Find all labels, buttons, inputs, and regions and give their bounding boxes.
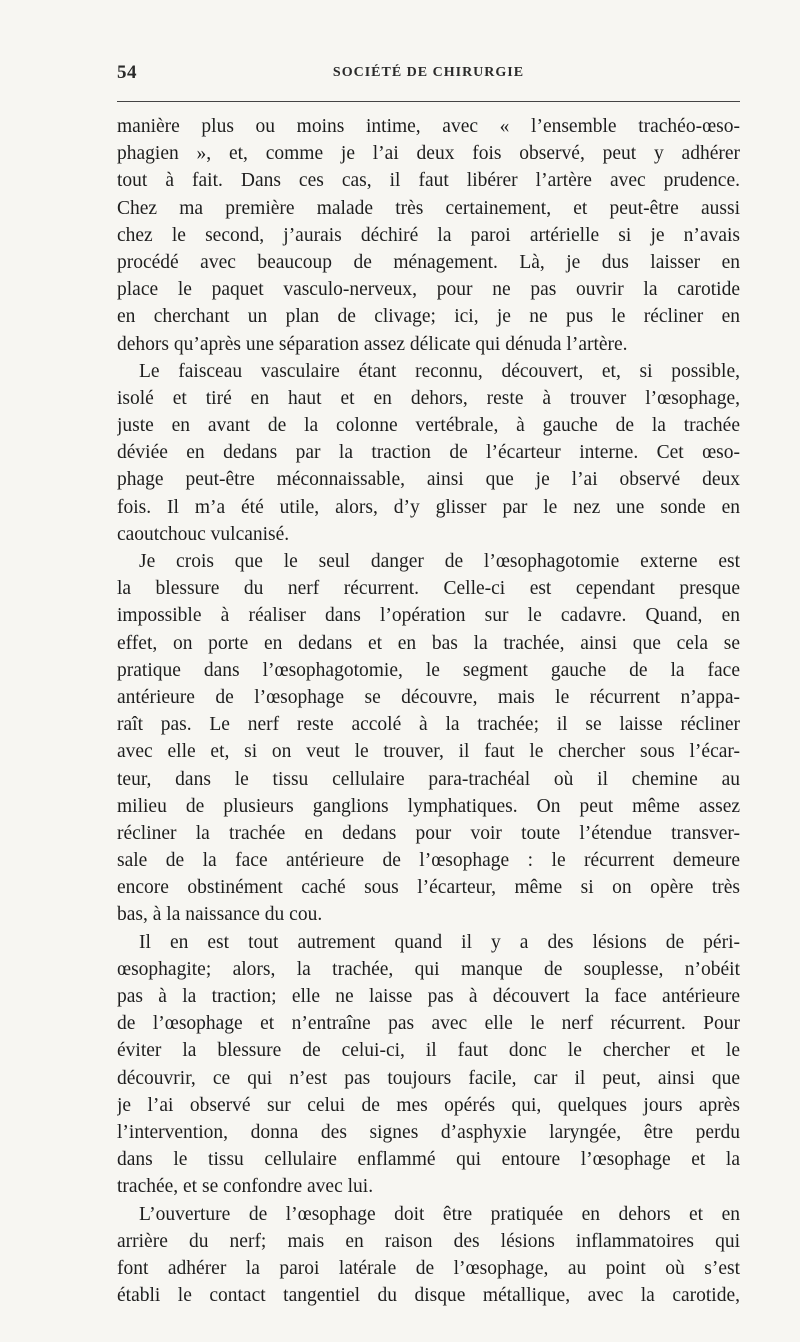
text-line: en cherchant un plan de clivage; ici, je ne pus le récliner en bbox=[117, 306, 740, 328]
text-line: procédé avec beaucoup de ménagement. Là, je dus laisser en bbox=[117, 251, 740, 273]
text-line: éviter la blessure de celui-ci, il faut donc le chercher et le bbox=[117, 1040, 740, 1062]
text-line: effet, on porte en dedans et en bas la trachée, ainsi que cela se bbox=[117, 632, 740, 654]
text-line: fois. Il m’a été utile, alors, d’y glisser par le nez une sonde en bbox=[117, 496, 740, 518]
text-line: font adhérer la paroi latérale de l’œsophage, au point où s’est bbox=[117, 1257, 740, 1279]
text-line: de l’œsophage et n’entraîne pas avec elle le nerf récurrent. Pour bbox=[117, 1013, 740, 1035]
text-line: œsophagite; alors, la trachée, qui manque de souplesse, n’obéit bbox=[117, 958, 740, 980]
header-rule bbox=[117, 101, 740, 102]
text-line: sale de la face antérieure de l’œsophage : le récurrent demeure bbox=[117, 850, 740, 872]
page-number: 54 bbox=[117, 62, 137, 83]
text-line: l’intervention, donna des signes d’asphyxie laryngée, être perdu bbox=[117, 1121, 740, 1143]
journal-title: SOCIÉTÉ DE CHIRURGIE bbox=[332, 65, 525, 80]
text-line: établi le contact tangentiel du disque métallique, avec la carotide, bbox=[117, 1285, 740, 1307]
text-line: tout à fait. Dans ces cas, il faut libérer l’artère avec prudence. bbox=[117, 170, 740, 192]
text-line: trachée, et se confondre avec lui. bbox=[117, 1176, 374, 1198]
text-line: isolé et tiré en haut et en dehors, reste à trouver l’œsophage, bbox=[117, 387, 740, 409]
text-line: je l’ai observé sur celui de mes opérés qui, quelques jours après bbox=[117, 1094, 740, 1116]
text-line: pas à la traction; elle ne laisse pas à découvert la face antérieure bbox=[117, 986, 740, 1007]
text-line: L’ouverture de l’œsophage doit être pratiquée en dehors et en bbox=[139, 1203, 740, 1225]
text-line: pratique dans l’œsophagotomie, le segment gauche de la face bbox=[117, 659, 740, 681]
text-line: Chez ma première malade très certainement, et peut-être aussi bbox=[117, 197, 740, 219]
text-line: raît pas. Le nerf reste accolé à la trachée; il se laisse récliner bbox=[117, 714, 740, 736]
text-line: bas, à la naissance du cou. bbox=[117, 904, 323, 926]
text-line: dehors qu’après une séparation assez délicate qui dénuda l’artère. bbox=[117, 333, 628, 355]
text-line: récliner la trachée en dedans pour voir toute l’étendue transver- bbox=[117, 822, 740, 844]
text-line: encore obstinément caché sous l’écarteur, même si on opère très bbox=[117, 877, 740, 899]
text-line: juste en avant de la colonne vertébrale, à gauche de la trachée bbox=[117, 415, 740, 437]
text-line: avec elle et, si on veut le trouver, il faut le chercher sous l’écar- bbox=[117, 741, 740, 763]
text-line: la blessure du nerf récurrent. Celle-ci est cependant presque bbox=[117, 578, 740, 600]
text-line: milieu de plusieurs ganglions lymphatiques. On peut même assez bbox=[117, 795, 740, 817]
text-line: impossible à réaliser dans l’opération sur le cadavre. Quand, en bbox=[117, 605, 740, 627]
text-line: caoutchouc vulcanisé. bbox=[117, 523, 290, 545]
text-line: chez le second, j’aurais déchiré la paroi artérielle si je n’avais bbox=[117, 224, 740, 246]
text-line: manière plus ou moins intime, avec « l’ensemble trachéo-œso- bbox=[117, 116, 740, 137]
text-line: teur, dans le tissu cellulaire para-trachéal où il chemine au bbox=[117, 768, 740, 790]
body-text bbox=[117, 113, 740, 1309]
text-line: déviée en dedans par la traction de l’écarteur interne. Cet œso- bbox=[117, 442, 740, 464]
text-line: phagien », et, comme je l’ai deux fois observé, peut y adhérer bbox=[117, 143, 740, 165]
text-line: Il en est tout autrement quand il y a des lésions de péri- bbox=[139, 931, 740, 953]
text-line: dans le tissu cellulaire enflammé qui entoure l’œsophage et la bbox=[117, 1149, 740, 1171]
running-head bbox=[117, 62, 740, 88]
text-line: Je crois que le seul danger de l’œsophagotomie externe est bbox=[139, 551, 740, 572]
text-line: phage peut-être méconnaissable, ainsi que je l’ai observé deux bbox=[117, 469, 740, 491]
text-line: Le faisceau vasculaire étant reconnu, découvert, et, si possible, bbox=[139, 360, 740, 382]
text-line: découvrir, ce qui n’est pas toujours facile, car il peut, ainsi que bbox=[117, 1067, 740, 1089]
text-line: arrière du nerf; mais en raison des lésions inflammatoires qui bbox=[117, 1230, 740, 1252]
text-line: place le paquet vasculo-nerveux, pour ne pas ouvrir la carotide bbox=[117, 279, 740, 301]
text-line: antérieure de l’œsophage se découvre, mais le récurrent n’appa- bbox=[117, 686, 740, 708]
